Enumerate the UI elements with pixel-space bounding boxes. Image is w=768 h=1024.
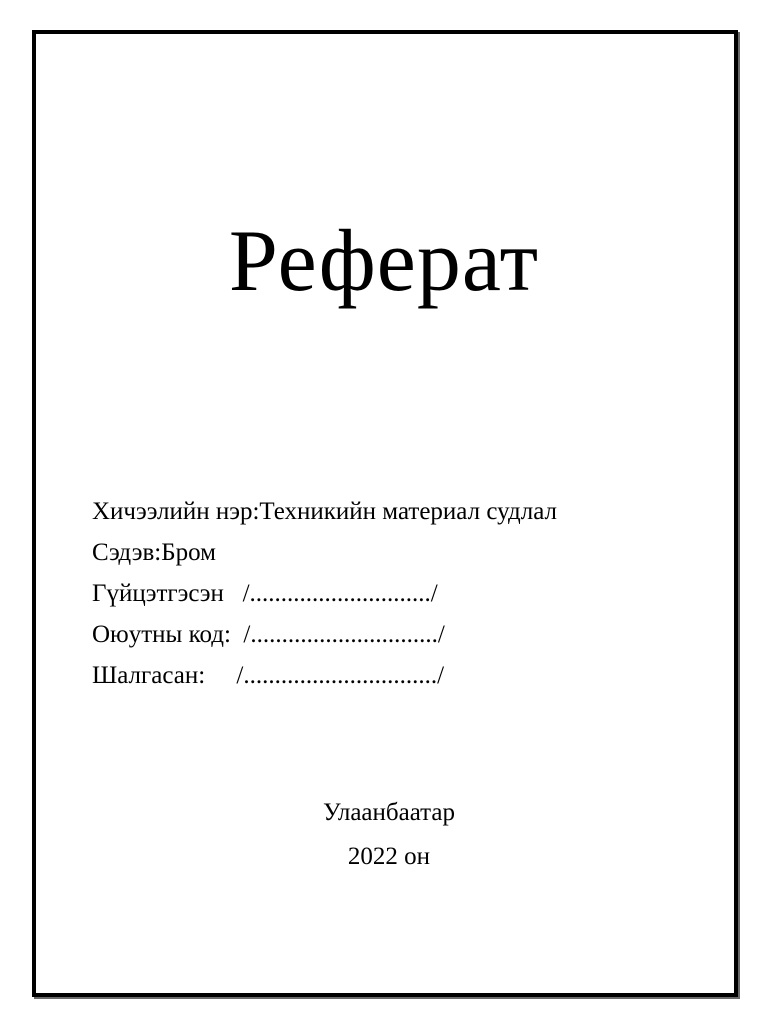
year-text: 2022 он [347,843,431,870]
topic-line: Сэдэв:Бром [92,539,216,566]
subject-line: Хичээлийн нэр:Техникийн материал судлал [92,498,558,525]
student-code-line: Оюутны код: /............................../ [92,621,445,648]
document-title: Реферат [228,213,540,310]
performed-by-line: Гүйцэтгэсэн /............................./ [92,580,438,607]
info-block [92,494,557,699]
city-name: Улаанбаатар [322,799,456,826]
checked-by-line: Шалгасан: /.............................../ [92,662,445,689]
